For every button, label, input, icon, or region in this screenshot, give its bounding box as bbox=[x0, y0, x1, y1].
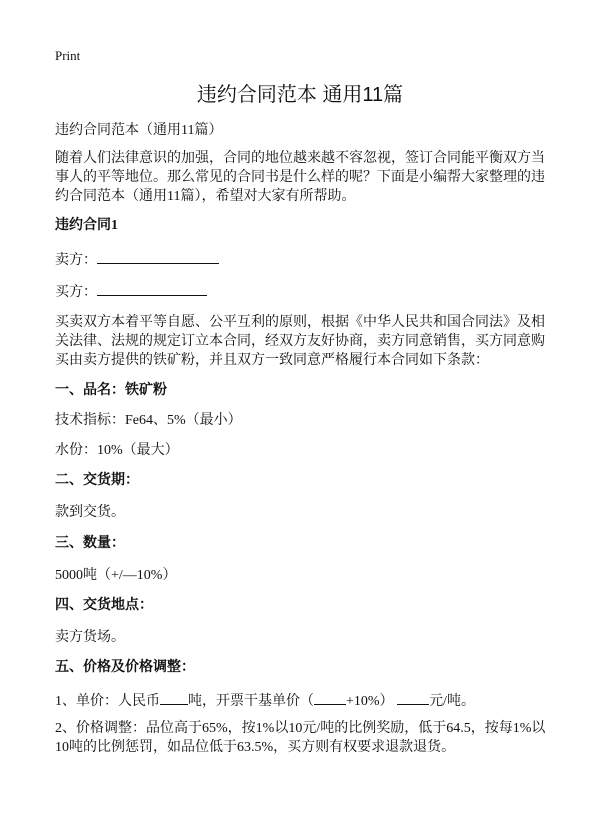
heading-price: 五、价格及价格调整： bbox=[55, 660, 195, 675]
price-text bbox=[55, 690, 550, 711]
adjust-paragraph: 2、价格调整：品位高于65%，按1%以10元/吨的比例奖励，低于64.5，按每1%以10吨的比例惩罚，如品位低于63.5%，买方则有权要求退款退货。 bbox=[55, 721, 546, 755]
blank bbox=[160, 690, 188, 705]
page-title: 违约合同范本 通用11篇 bbox=[196, 84, 404, 106]
section-heading: 违约合同1 bbox=[55, 218, 118, 233]
buyer-field bbox=[55, 281, 550, 302]
price-part: +10%） bbox=[346, 694, 394, 709]
heading-quantity: 三、数量： bbox=[55, 536, 125, 551]
subtitle: 违约合同范本（通用11篇） bbox=[55, 123, 223, 138]
blank bbox=[314, 690, 346, 705]
buyer-blank bbox=[97, 281, 207, 296]
seller-field bbox=[55, 249, 550, 270]
quantity-text: 5000吨（+/—10%） bbox=[55, 568, 177, 583]
heading-place: 四、交货地点： bbox=[55, 598, 153, 613]
delivery-text: 款到交货。 bbox=[55, 505, 125, 520]
preamble-paragraph: 买卖双方本着平等自愿、公平互利的原则，根据《中华人民共和国合同法》及相关法律、法规的规定订立本合同，经双方友好协商，卖方同意销售，买方同意购买由卖方提供的铁矿粉，并且双方一致同意严格履行本合同如下条款： bbox=[55, 315, 545, 368]
place-text: 卖方货场。 bbox=[55, 630, 125, 645]
price-part: 吨，开票干基单价（ bbox=[188, 694, 314, 709]
price-part: 1、单价：人民币 bbox=[55, 694, 160, 709]
moisture-text: 水份：10%（最大） bbox=[55, 443, 179, 458]
seller-label: 卖方： bbox=[55, 253, 97, 268]
heading-delivery: 二、交货期： bbox=[55, 473, 139, 488]
heading-product: 一、品名：铁矿粉 bbox=[55, 383, 167, 398]
print-link[interactable]: Print bbox=[55, 48, 81, 63]
seller-blank bbox=[97, 249, 219, 264]
buyer-label: 买方： bbox=[55, 285, 97, 300]
price-part: 元/吨。 bbox=[429, 694, 475, 709]
spec-text: 技术指标：Fe64、5%（最小） bbox=[55, 413, 242, 428]
intro-paragraph: 随着人们法律意识的加强，合同的地位越来越不容忽视，签订合同能平衡双方当事人的平等地位。那么常见的合同书是什么样的呢？下面是小编帮大家整理的违约合同范本（通用11篇），希望对大家有所帮助。 bbox=[55, 151, 545, 204]
blank bbox=[397, 690, 429, 705]
